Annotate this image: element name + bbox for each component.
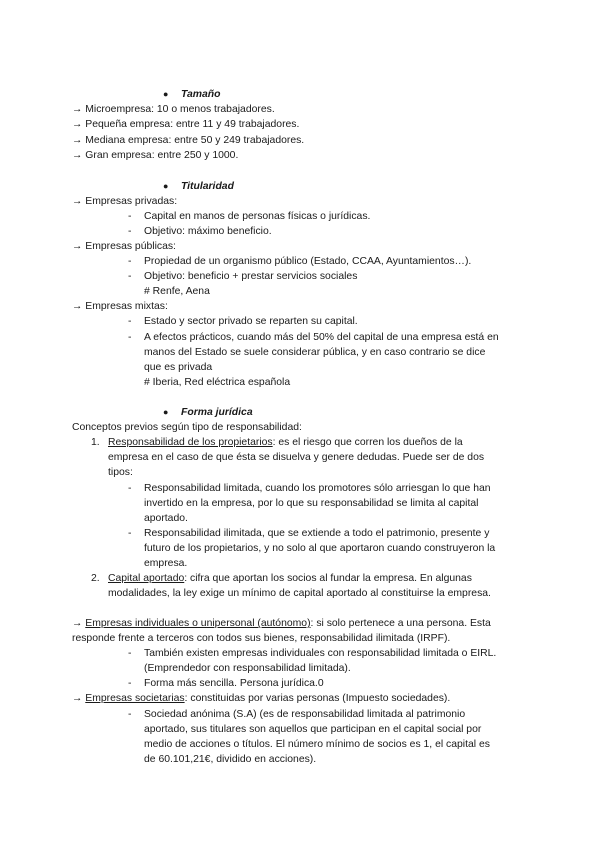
list-number: 1. <box>91 437 100 448</box>
bullet-icon: ● <box>163 407 169 417</box>
concept-term: Empresas individuales o unipersonal (autónomo) <box>85 618 311 629</box>
list-item: → Mediana empresa: entre 50 y 249 trabajadores. <box>72 135 305 146</box>
list-item: Objetivo: máximo beneficio. <box>144 226 272 237</box>
list-item-line: que es privada <box>144 362 213 373</box>
dash-icon: - <box>128 483 132 494</box>
list-item: Propiedad de un organismo público (Estado, CCAA, Ayuntamientos…). <box>144 256 472 267</box>
list-item-line: (Emprendedor con responsabilidad limitada). <box>144 663 351 674</box>
heading-forma-juridica: Forma jurídica <box>181 407 253 418</box>
list-item-line: medio de acciones o títulos. El número mínimo de socios es 1, el capital es <box>144 739 490 750</box>
dash-icon: - <box>128 316 132 327</box>
list-item-line: empresa. <box>144 558 188 569</box>
mixtas-title: → Empresas mixtas: <box>72 301 168 312</box>
list-item-line: Sociedad anónima (S.A) (es de responsabilidad limitada al patrimonio <box>144 709 466 720</box>
list-item-line: Responsabilidad limitada, cuando los promotores sólo arriesgan lo que han <box>144 483 491 494</box>
list-item-line: aportado, sus titulares son aquellos que participan en el capital social por <box>144 724 482 735</box>
societarias-line <box>72 692 450 705</box>
concept-line: empresa en el caso de que ésta se disuelva y genere dedudas. Puede ser de dos <box>108 452 485 463</box>
concept-text: : si solo pertenece a una persona. Esta <box>310 618 491 629</box>
list-item: Forma más sencilla. Persona jurídica.0 <box>144 678 324 689</box>
list-item: → Pequeña empresa: entre 11 y 49 trabajadores. <box>72 119 300 130</box>
list-item: → Microempresa: 10 o menos trabajadores. <box>72 104 275 115</box>
publicas-title: → Empresas públicas: <box>72 241 176 252</box>
concept-line: modalidades, la ley exige un mínimo de capital aportado al constituirse la empresa. <box>108 588 491 599</box>
heading-titularidad: Titularidad <box>181 181 234 192</box>
list-item: → Gran empresa: entre 250 y 1000. <box>72 150 239 161</box>
bullet-icon: ● <box>163 181 169 191</box>
bullet-icon: ● <box>163 89 169 99</box>
privadas-title: → Empresas privadas: <box>72 196 178 207</box>
dash-icon: - <box>128 528 132 539</box>
arrow: → <box>72 618 86 629</box>
concept-1 <box>108 436 463 449</box>
list-item-line: Responsabilidad ilimitada, que se extiende a todo el patrimonio, presente y <box>144 528 490 539</box>
concept-line: tipos: <box>108 467 133 478</box>
list-item-line: aportado. <box>144 513 188 524</box>
concept-text: : cifra que aportan los socios al fundar la empresa. En algunas <box>184 573 472 584</box>
list-item-line: También existen empresas individuales con responsabilidad limitada o EIRL. <box>144 648 497 659</box>
list-item: Estado y sector privado se reparten su capital. <box>144 316 358 327</box>
dash-icon: - <box>128 226 132 237</box>
concept-text: : constituidas por varias personas (Impuesto sociedades). <box>184 693 451 704</box>
dash-icon: - <box>128 211 132 222</box>
dash-icon: - <box>128 678 132 689</box>
list-number: 2. <box>91 573 100 584</box>
list-item-line: futuro de los propietarios, y no solo al que aportaron cuando construyeron la <box>144 543 496 554</box>
concept-text: : es el riesgo que corren los dueños de la <box>272 437 463 448</box>
concept-line: responde frente a terceros con todos sus bienes, responsabilidad ilimitada (IRPF). <box>72 633 451 644</box>
concept-term: Responsabilidad de los propietarios <box>108 437 273 448</box>
concept-term: Capital aportado <box>108 573 185 584</box>
heading-tamano: Tamaño <box>181 89 221 100</box>
dash-icon: - <box>128 648 132 659</box>
dash-icon: - <box>128 332 132 343</box>
list-item: Objetivo: beneficio + prestar servicios sociales <box>144 271 358 282</box>
concept-term: Empresas societarias <box>85 693 185 704</box>
dash-icon: - <box>128 256 132 267</box>
concept-2 <box>108 572 472 585</box>
list-item-line: de 60.101,21€, dividido en acciones). <box>144 754 317 765</box>
list-item-line: A efectos prácticos, cuando más del 50% del capital de una empresa está en <box>144 332 499 343</box>
individuales-line <box>72 617 491 630</box>
example: # Iberia, Red eléctrica española <box>144 377 291 388</box>
list-item-line: manos del Estado se suele considerar pública, y en caso contrario se dice <box>144 347 486 358</box>
list-item-line: invertido en la empresa, por lo que su responsabilidad se limita al capital <box>144 498 479 509</box>
example: # Renfe, Aena <box>144 286 210 297</box>
list-item: Capital en manos de personas físicas o jurídicas. <box>144 211 371 222</box>
dash-icon: - <box>128 271 132 282</box>
intro-text: Conceptos previos según tipo de responsabilidad: <box>72 422 302 433</box>
dash-icon: - <box>128 709 132 720</box>
arrow: → <box>72 693 86 704</box>
